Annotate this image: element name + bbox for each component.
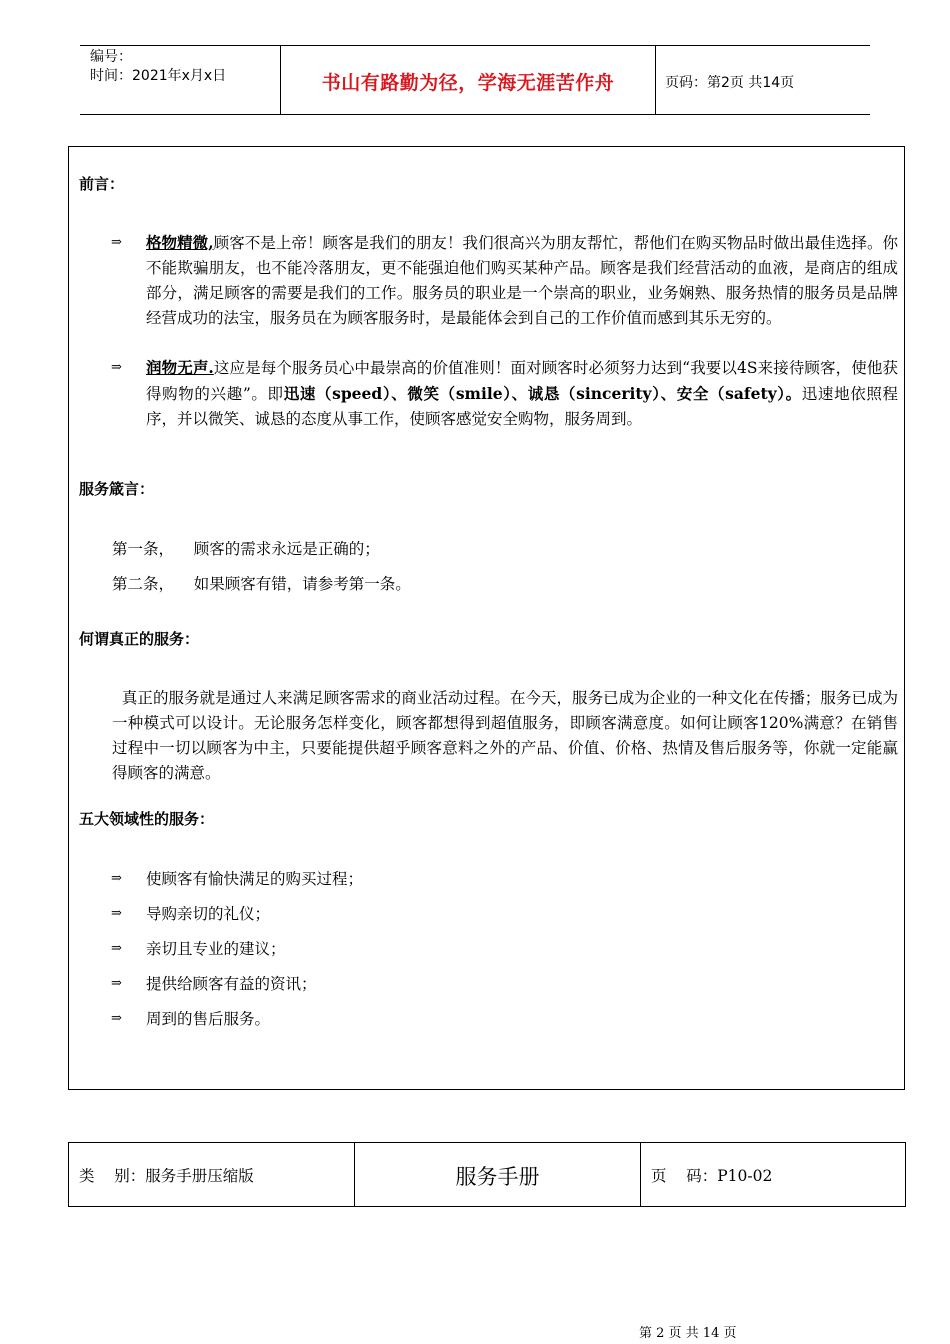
footer-category: 类 别：服务手册压缩版 — [79, 1167, 254, 1185]
preface-item-1 — [146, 230, 898, 331]
preface-item-tail: 迅速地依照程序，并以微笑、诚恳的态度从事工作，使顾客感觉安全购物，服务周到。 — [146, 385, 898, 428]
list-item: 提供给顾客有益的资讯； — [146, 975, 317, 993]
preface-item-text: 顾客不是上帝！顾客是我们的朋友！我们很高兴为朋友帮忙，帮他们在购买物品时做出最佳选择。你不能欺骗朋友，也不能冷落朋友，更不能强迫他们购买某种产品。顾客是我们经营活动的血液，是商店的组成部分，满足顾客的需要是我们的工作。服务员的职业是一个崇高的职业，业务娴熟、服务热情的服务员是品牌经营成功的法宝，服务员在为顾客服务时，是最能体会到自己的工作价值而感到其乐无穷的。 — [146, 234, 898, 327]
preface-item-text: 这应是每个服务员心中最崇高的价值准则！面对顾客时必须努力达到“我要以4S来接待顾客，使他获得购物的兴趣”。即 — [146, 359, 898, 403]
header-table — [80, 45, 870, 115]
list-item: 使顾客有愉快满足的购买过程； — [146, 870, 364, 888]
preface-item-2 — [146, 355, 898, 432]
footer-code: 页 码：P10-02 — [651, 1167, 773, 1185]
list-item: 周到的售后服务。 — [146, 1010, 271, 1028]
header-meta — [90, 48, 226, 86]
arrow-bullet-icon: ⇒ — [111, 1011, 122, 1026]
preface-item-title: 润物无声. — [146, 358, 214, 377]
preface-item-4s: 迅速（speed）、微笑（smile）、诚恳（sincerity）、安全（safety）。 — [283, 384, 802, 403]
header-motto: 书山有路勤为径，学海无涯苦作舟 — [321, 72, 615, 94]
code-label: 编号： — [90, 49, 132, 65]
header-divider — [655, 46, 656, 114]
arrow-bullet-icon: ⇒ — [111, 906, 122, 921]
content-box — [68, 146, 905, 1090]
domains-heading: 五大领域性的服务： — [79, 810, 215, 828]
footer-title: 服务手册 — [455, 1165, 540, 1189]
header-page-info: 页码：第2页 共14页 — [665, 75, 795, 91]
service-paragraph: 真正的服务就是通过人来满足顾客需求的商业活动过程。在今天，服务已成为企业的一种文化在传播；服务已成为一种模式可以设计。无论服务怎样变化，顾客都想得到超值服务，即顾客满意度。如何让顾客120%满意？在销售过程中一切以顾客为中主，只要能提供超乎顾客意料之外的产品、价值、价格、热情及售后服务等，你就一定能赢得顾客的满意。 — [112, 689, 898, 782]
motto-heading: 服务箴言： — [79, 480, 155, 498]
service-heading: 何谓真正的服务： — [79, 630, 200, 648]
preface-heading: 前言： — [79, 175, 125, 193]
time-label: 时间：2021年x月x日 — [90, 68, 227, 84]
list-item: 亲切且专业的建议； — [146, 940, 286, 958]
article-1: 第一条， 顾客的需求永远是正确的； — [112, 540, 380, 558]
arrow-bullet-icon: ⇒ — [111, 976, 122, 991]
page-number: 第 2 页 共 14 页 — [639, 1326, 737, 1341]
footer-table — [68, 1142, 906, 1207]
arrow-bullet-icon: ⇒ — [111, 941, 122, 956]
arrow-bullet-icon: ⇒ — [111, 235, 122, 250]
article-2: 第二条， 如果顾客有错，请参考第一条。 — [112, 575, 411, 593]
list-item: 导购亲切的礼仪； — [146, 905, 271, 923]
footer-divider — [640, 1143, 641, 1206]
arrow-bullet-icon: ⇒ — [111, 871, 122, 886]
preface-item-title: 格物精微, — [146, 233, 214, 252]
arrow-bullet-icon: ⇒ — [111, 360, 122, 375]
